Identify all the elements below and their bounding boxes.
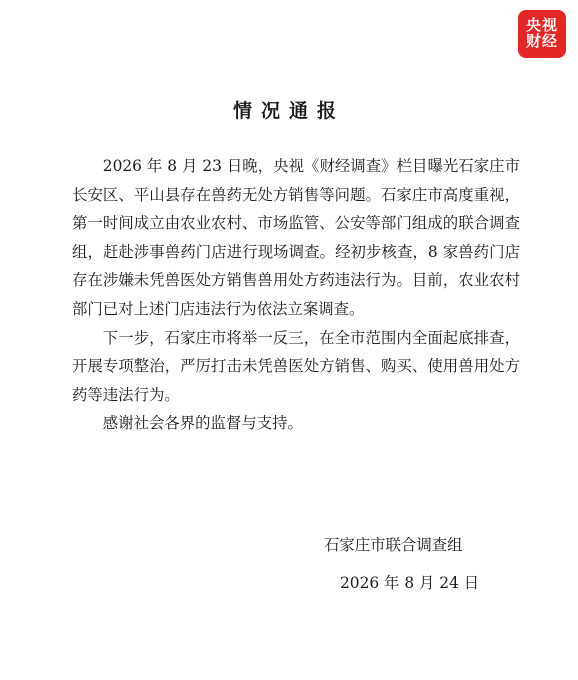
cctv-finance-logo: [518, 10, 566, 58]
signature-date: 2026 年 8 月 24 日: [340, 574, 480, 592]
paragraph-3: 感谢社会各界的监督与支持。: [102, 414, 303, 433]
document-title: 情况通报: [232, 100, 345, 122]
signature-block: [324, 530, 479, 598]
signature-organization: 石家庄市联合调查组: [324, 536, 463, 554]
logo-text-line1: 央视: [525, 16, 558, 35]
paragraph-2: 下一步，石家庄市将举一反三，在全市范围内全面起底排查，开展专项整治，严厉打击未凭兽医处方销售、购买、使用兽用处方药等违法行为。: [72, 328, 520, 404]
document-body: [72, 152, 520, 438]
logo-text-line2: 财经: [525, 32, 558, 50]
paragraph-1: 2026 年 8 月 23 日晚，央视《财经调查》栏目曝光石家庄市长安区、平山县存在兽药无处方销售等问题。石家庄市高度重视，第一时间成立由农业农村、市场监管、公安等部门组成的联合调查组，赶赴涉事兽药门店进行现场调查。经初步核查，8 家兽药门店存在涉嫌未凭兽医处方销售兽用处方药违法行为。目前，农业农村部门已对上述门店违法行为依法立案调查。: [72, 157, 520, 318]
